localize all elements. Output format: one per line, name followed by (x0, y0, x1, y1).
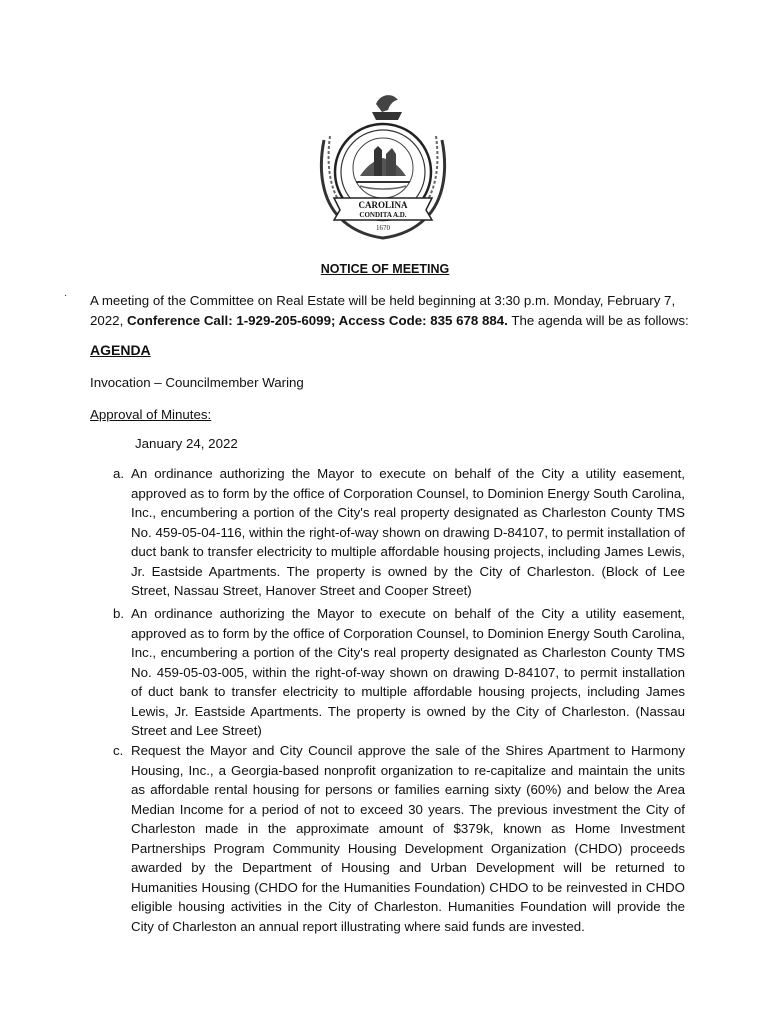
notice-heading: NOTICE OF MEETING (320, 262, 450, 276)
seal-mid-text: CONDITA A.D. (359, 211, 407, 219)
agenda-item-c (113, 741, 685, 936)
approval-of-minutes-label: Approval of Minutes: (90, 407, 212, 422)
item-letter: c. (113, 743, 124, 758)
item-text: Request the Mayor and City Council approve the sale of the Shires Apartment to Harmony Housing, Inc., a Georgia-based nonprofit organization to re-capitalize and maintain the units as affordable rental housing for persons or families earning sixty (60%) and below the Area Median Income for a period of not to exceed 30 years. The previous investment the City of Charleston made in the approximate amount of $379k, known as Home Investment Partnerships Program Community Housing Development Organization (CHDO) proceeds awarded by the Department of Housing and Urban Development will be returned to Humanities Housing (CHDO for the Humanities Foundation) CHDO to be reinvested in CHDO eligible housing activities in the City of Charleston. Humanities Foundation will provide the City of Charleston an annual report illustrating where said funds are invested. (131, 743, 685, 934)
intro-text-1: A meeting of the Committee on Real Estate will be held beginning at 3:30 p.m. Monday, February 7, 2022, (90, 293, 676, 328)
intro-text-2: The agenda will be as follows: (507, 312, 689, 328)
invocation-line: Invocation – Councilmember Waring (90, 375, 304, 390)
city-seal-logo (316, 90, 450, 248)
agenda-title: AGENDA (90, 342, 151, 358)
seal-top-text: CAROLINA (358, 200, 408, 210)
seal-year-text: 1670 (376, 224, 390, 232)
item-text: An ordinance authorizing the Mayor to execute on behalf of the City a utility easement, approved as to form by the office of Corporation Counsel, to Dominion Energy South Carolina, Inc., encumbering a portion of the City's real property designated as Charleston County TMS No. 459-05-03-005, within the right-of-way shown on drawing D-84107, to permit installation of duct bank to transfer electricity to multiple affordable housing projects, including James Lewis, Jr. Eastside Apartments. The property is owned by the City of Charleston. (Nassau Street and Lee Street) (131, 606, 685, 738)
item-text: An ordinance authorizing the Mayor to execute on behalf of the City a utility easement, approved as to form by the office of Corporation Counsel, to Dominion Energy South Carolina, Inc., encumbering a portion of the City's real property designated as Charleston County TMS No. 459-05-04-116, within the right-of-way shown on drawing D-84107, to permit installation of duct bank to transfer electricity to multiple affordable housing projects, including James Lewis, Jr. Eastside Apartments. The property is owned by the City of Charleston. (Block of Lee Street, Nassau Street, Hanover Street and Cooper Street) (131, 466, 685, 598)
agenda-item-b (113, 604, 685, 741)
minutes-date: January 24, 2022 (135, 436, 238, 451)
item-letter: b. (113, 606, 125, 621)
agenda-item-a (113, 464, 685, 601)
conference-call-info: Conference Call: 1-929-205-6099; Access Code: 835 678 884. (126, 312, 508, 328)
intro-paragraph (90, 291, 695, 330)
margin-dot: · (64, 290, 68, 301)
item-letter: a. (113, 466, 125, 481)
